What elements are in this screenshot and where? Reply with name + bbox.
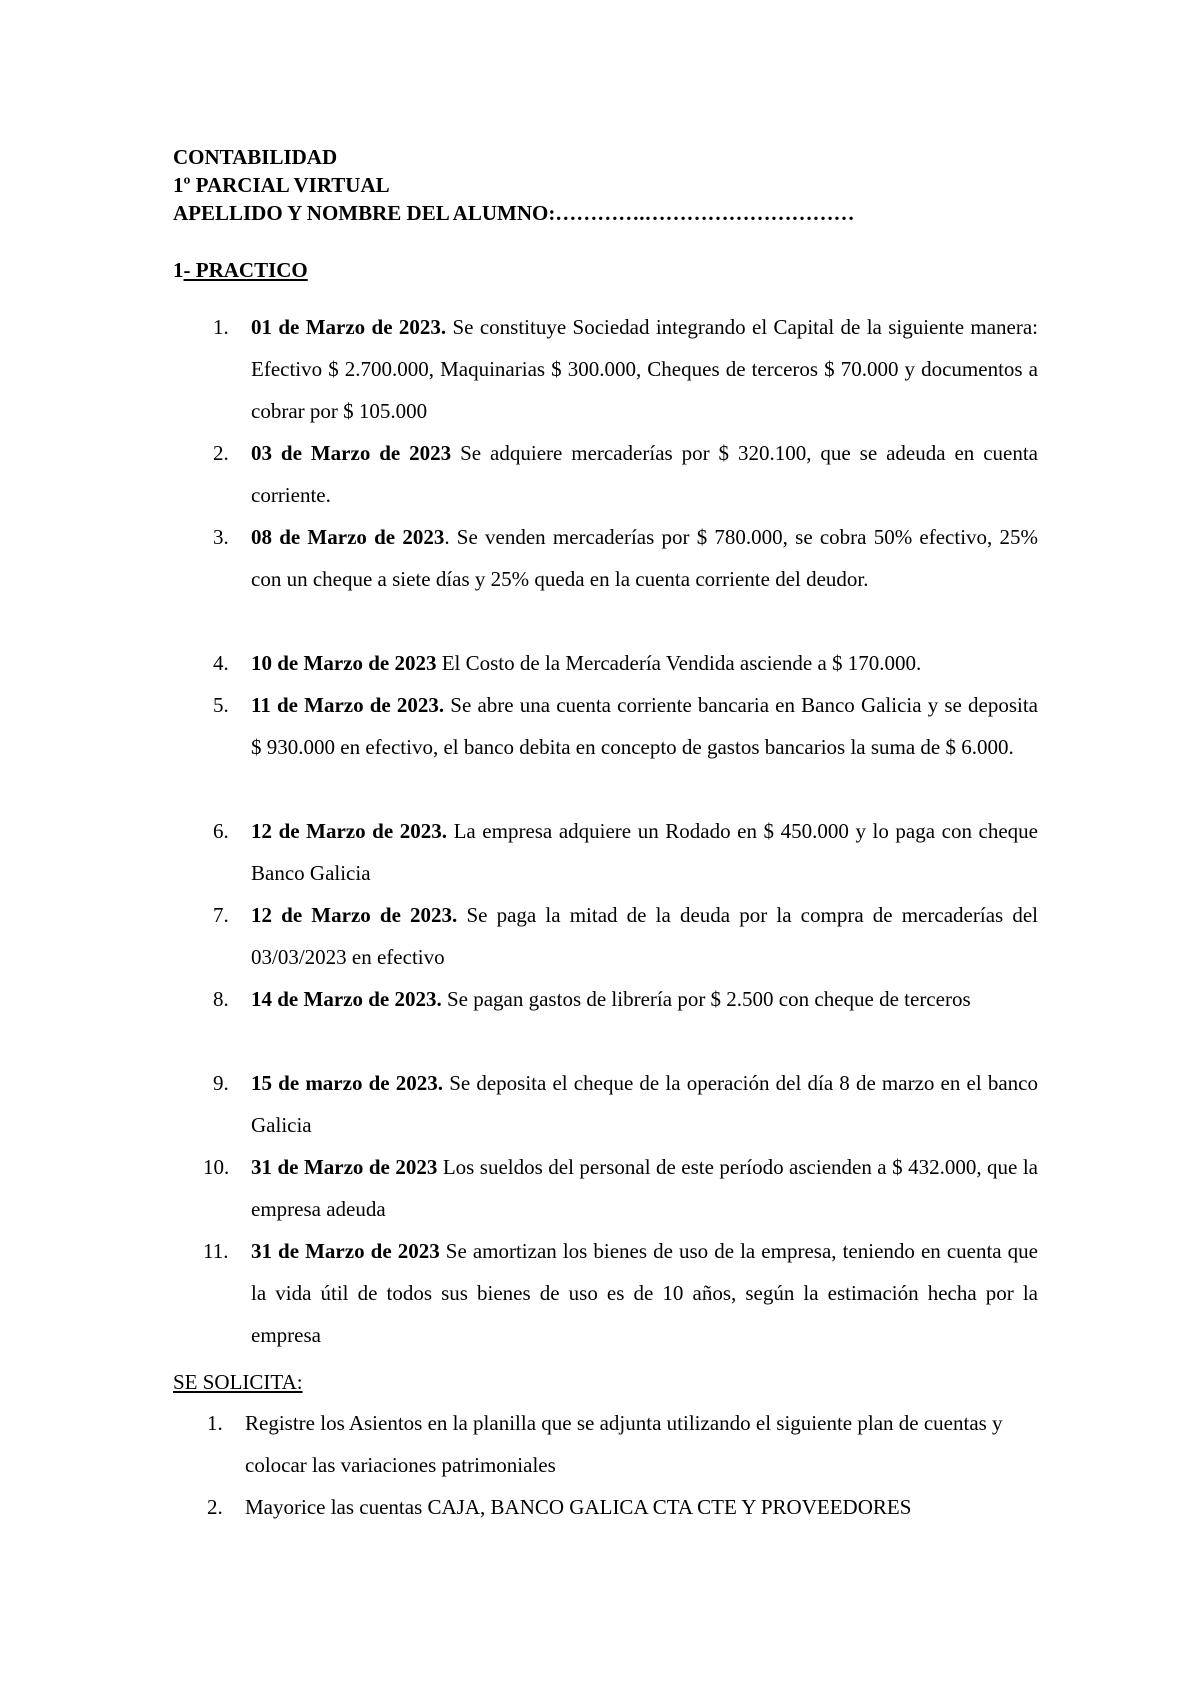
list-item: [173, 1402, 1038, 1486]
item-number: 8.: [213, 987, 229, 1011]
item-text: Se paga la mitad de la deuda por la compra de mercaderías del 03/03/2023 en efectivo: [251, 903, 1039, 969]
list-item: [173, 306, 1038, 432]
item-number: 4.: [213, 651, 229, 675]
list-item: [173, 1486, 1038, 1528]
student-name-line: APELLIDO Y NOMBRE DEL ALUMNO:………….…………………………: [173, 201, 855, 225]
item-text: Se pagan gastos de librería por $ 2.500 con cheque de terceros: [441, 987, 971, 1011]
item-text: Registre los Asientos en la planilla que se adjunta utilizando el siguiente plan de cuentas y colocar las variaciones patrimoniales: [245, 1411, 1003, 1477]
exam-title: 1º PARCIAL VIRTUAL: [173, 173, 390, 197]
item-number: 7.: [213, 903, 229, 927]
item-number: 2.: [213, 441, 229, 465]
item-number: 10.: [203, 1155, 230, 1179]
item-number: 2.: [207, 1495, 223, 1519]
item-date: 31 de Marzo de 2023: [251, 1239, 440, 1263]
item-date: 08 de Marzo de 2023: [251, 525, 445, 549]
item-date: 01 de Marzo de 2023.: [251, 315, 447, 339]
item-date: 31 de Marzo de 2023: [251, 1155, 438, 1179]
list-item: [173, 432, 1038, 516]
item-date: 12 de Marzo de 2023.: [251, 903, 458, 927]
item-text: Se amortizan los bienes de uso de la empresa, teniendo en cuenta que la vida útil de todos sus bienes de uso es de 10 años, según la estimación hecha por la empresa: [251, 1239, 1039, 1347]
list-item: [173, 684, 1038, 810]
section-number: 1: [173, 258, 184, 282]
item-text: Mayorice las cuentas CAJA, BANCO GALICA CTA CTE Y PROVEEDORES: [245, 1495, 912, 1519]
item-text: Se abre una cuenta corriente bancaria en Banco Galicia y se deposita $ 930.000 en efectivo, el banco debita en concepto de gastos bancarios la suma de $ 6.000.: [251, 693, 1038, 759]
list-item: [173, 978, 1038, 1062]
section-title: [173, 256, 308, 284]
item-date: 10 de Marzo de 2023: [251, 651, 437, 675]
item-number: 11.: [203, 1239, 229, 1263]
item-text: . Se venden mercaderías por $ 780.000, se cobra 50% efectivo, 25% con un cheque a siete días y 25% queda en la cuenta corriente del deudor.: [251, 525, 1038, 591]
list-item: [173, 642, 1038, 684]
list-item: [173, 1146, 1038, 1230]
exam-header: [173, 143, 1073, 227]
item-number: 5.: [213, 693, 229, 717]
course-title: CONTABILIDAD: [173, 145, 338, 169]
requests-list: [173, 1402, 1038, 1528]
item-number: 1.: [207, 1411, 223, 1435]
item-date: 14 de Marzo de 2023.: [251, 987, 442, 1011]
section-label: - PRACTICO: [183, 258, 308, 282]
list-item: [173, 894, 1038, 978]
solicita-title: SE SOLICITA:: [173, 1370, 303, 1394]
item-date: 11 de Marzo de 2023.: [251, 693, 445, 717]
list-item: [173, 810, 1038, 894]
item-date: 15 de marzo de 2023.: [251, 1071, 444, 1095]
item-number: 3.: [213, 525, 229, 549]
item-text: Se adquiere mercaderías por $ 320.100, que se adeuda en cuenta corriente.: [251, 441, 1039, 507]
list-item: [173, 1230, 1038, 1356]
item-text: El Costo de la Mercadería Vendida asciende a $ 170.000.: [436, 651, 922, 675]
item-text: La empresa adquiere un Rodado en $ 450.000 y lo paga con cheque Banco Galicia: [251, 819, 1038, 885]
item-text: Se constituye Sociedad integrando el Capital de la siguiente manera: Efectivo $ 2.700.000, Maquinarias $ 300.000, Cheques de terceros $ 70.000 y documentos a cobrar por $ 105.000: [251, 315, 1039, 423]
item-number: 9.: [213, 1071, 229, 1095]
list-item: [173, 516, 1038, 642]
item-text: Se deposita el cheque de la operación del día 8 de marzo en el banco Galicia: [251, 1071, 1038, 1137]
item-date: 03 de Marzo de 2023: [251, 441, 452, 465]
list-item: [173, 1062, 1038, 1146]
item-number: 6.: [213, 819, 229, 843]
operations-list: [173, 306, 1038, 1356]
item-number: 1.: [213, 315, 229, 339]
item-date: 12 de Marzo de 2023.: [251, 819, 447, 843]
item-text: Los sueldos del personal de este período ascienden a $ 432.000, que la empresa adeuda: [251, 1155, 1038, 1221]
